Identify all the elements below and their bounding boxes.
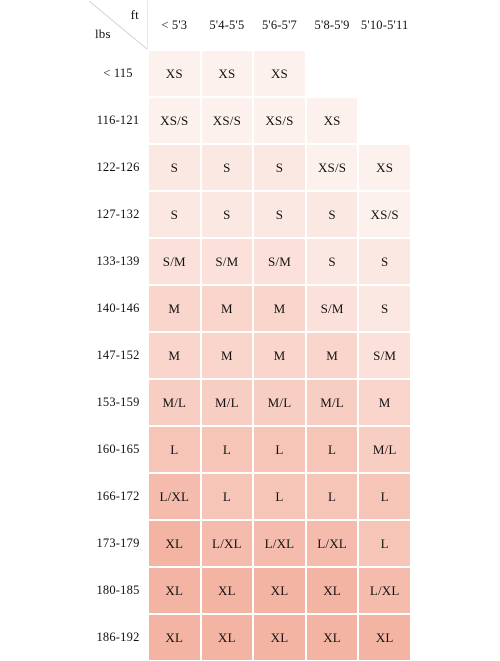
size-cell: XS <box>306 97 359 144</box>
size-cell: M <box>148 285 201 332</box>
size-cell: XS/S <box>358 191 411 238</box>
size-cell: S <box>253 191 306 238</box>
size-cell: XS/S <box>148 97 201 144</box>
size-cell: M/L <box>201 379 254 426</box>
size-cell: M <box>306 332 359 379</box>
column-header: 5'10-5'11 <box>358 0 411 50</box>
weight-row-label: 180-185 <box>88 567 148 614</box>
size-cell: S <box>148 191 201 238</box>
size-cell: S <box>253 144 306 191</box>
size-cell: M <box>201 285 254 332</box>
column-header: 5'8-5'9 <box>306 0 359 50</box>
size-cell: L <box>306 426 359 473</box>
size-cell: XL <box>253 567 306 614</box>
size-cell: S <box>201 191 254 238</box>
size-cell: XL <box>253 614 306 661</box>
weight-row-label: 173-179 <box>88 520 148 567</box>
weight-row-label: 122-126 <box>88 144 148 191</box>
size-cell: XL <box>201 567 254 614</box>
size-cell: S <box>148 144 201 191</box>
size-cell: XL <box>306 614 359 661</box>
weight-row-label: 133-139 <box>88 238 148 285</box>
size-cell: S <box>358 285 411 332</box>
size-cell: L/XL <box>201 520 254 567</box>
size-cell: M <box>148 332 201 379</box>
weight-row-label: 153-159 <box>88 379 148 426</box>
size-cell: S/M <box>253 238 306 285</box>
weight-row-label: 116-121 <box>88 97 148 144</box>
size-cell: S <box>358 238 411 285</box>
size-cell: L <box>201 426 254 473</box>
size-cell: M <box>201 332 254 379</box>
size-cell: XS/S <box>201 97 254 144</box>
weight-axis-label: lbs <box>95 26 111 41</box>
weight-row-label: < 115 <box>88 50 148 97</box>
size-cell <box>306 50 359 97</box>
weight-row-label: 186-192 <box>88 614 148 661</box>
size-cell: M <box>253 285 306 332</box>
column-header: 5'4-5'5 <box>201 0 254 50</box>
size-cell: M <box>253 332 306 379</box>
size-cell: S/M <box>148 238 201 285</box>
size-cell: XS <box>253 50 306 97</box>
size-chart-table <box>88 0 411 660</box>
size-cell: L/XL <box>306 520 359 567</box>
size-cell: S/M <box>358 332 411 379</box>
size-cell: L <box>306 473 359 520</box>
size-cell: S/M <box>306 285 359 332</box>
size-cell: L <box>358 473 411 520</box>
size-cell: L <box>253 426 306 473</box>
size-cell: L <box>358 520 411 567</box>
size-cell: L/XL <box>148 473 201 520</box>
size-cell <box>358 50 411 97</box>
size-cell: XL <box>148 567 201 614</box>
size-cell: L/XL <box>253 520 306 567</box>
size-cell: XL <box>148 614 201 661</box>
size-cell: L <box>148 426 201 473</box>
size-cell: M/L <box>306 379 359 426</box>
column-header: 5'6-5'7 <box>253 0 306 50</box>
weight-row-label: 140-146 <box>88 285 148 332</box>
size-cell: XS/S <box>253 97 306 144</box>
size-cell: M/L <box>148 379 201 426</box>
size-cell: L <box>253 473 306 520</box>
size-cell: S <box>306 191 359 238</box>
size-cell: XL <box>306 567 359 614</box>
size-cell: XL <box>148 520 201 567</box>
size-cell: XL <box>358 614 411 661</box>
weight-row-label: 160-165 <box>88 426 148 473</box>
size-cell: S <box>306 238 359 285</box>
weight-row-label: 147-152 <box>88 332 148 379</box>
size-cell: L/XL <box>358 567 411 614</box>
size-cell: S/M <box>201 238 254 285</box>
height-axis-label: ft <box>130 7 139 22</box>
size-cell: XS <box>358 144 411 191</box>
corner-header <box>88 0 148 50</box>
size-cell: M <box>358 379 411 426</box>
size-cell: XS <box>148 50 201 97</box>
size-cell <box>358 97 411 144</box>
size-cell: L <box>201 473 254 520</box>
size-cell: XS <box>201 50 254 97</box>
size-cell: M/L <box>358 426 411 473</box>
size-cell: S <box>201 144 254 191</box>
size-cell: XS/S <box>306 144 359 191</box>
column-header: < 5'3 <box>148 0 201 50</box>
size-cell: M/L <box>253 379 306 426</box>
weight-row-label: 166-172 <box>88 473 148 520</box>
weight-row-label: 127-132 <box>88 191 148 238</box>
size-cell: XL <box>201 614 254 661</box>
